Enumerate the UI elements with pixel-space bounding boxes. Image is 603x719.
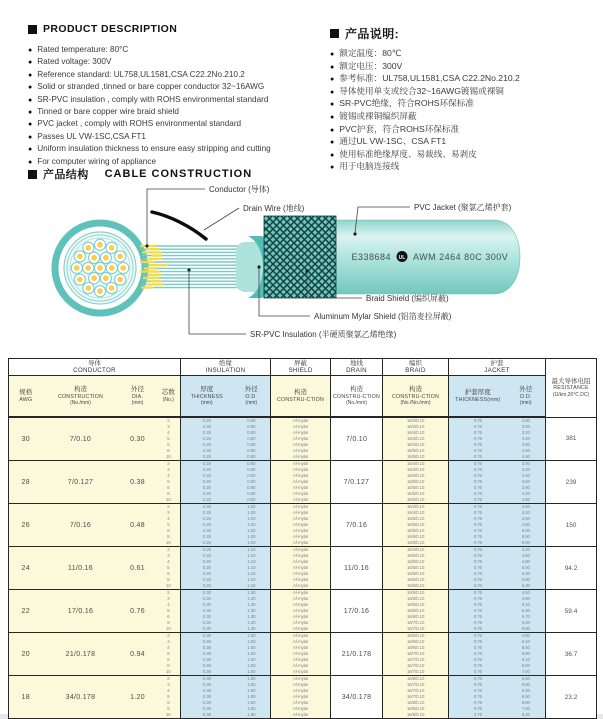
bullet-icon: ● — [28, 47, 33, 54]
cell-jacket-thickness: 0.76 0.76 0.76 0.76 0.76 0.76 0.76 — [449, 417, 507, 461]
list-item: ● Passes UL VW-1SC,CSA FT1 — [28, 131, 271, 143]
cell-ins-thickness: 0.25 0.25 0.25 0.25 0.25 0.25 0.25 — [181, 417, 233, 461]
list-item: ● PVC护套，符合ROHS环保标准 — [330, 124, 520, 137]
list-item: ● Rated temperature: 80°C — [28, 44, 271, 56]
cell-ins-od: 1.50 1.50 1.50 1.50 1.50 1.50 1.50 — [233, 633, 271, 676]
cable-construction-diagram — [0, 180, 603, 356]
label-sr-pvc-insulation: SR-PVC Insulation (半硬质聚氯乙烯绝缘) — [250, 330, 397, 339]
cell-shield: Al-mylar Al-mylar Al-mylar Al-mylar Al-mylar Al-mylar Al-mylar — [271, 590, 331, 633]
list-item: ● Solid or stranded ,tinned or bare copper conductor 32~16AWG — [28, 81, 271, 93]
cell-drain: 7/0.10 — [331, 417, 383, 461]
cell-resistance: 23.2 — [546, 676, 597, 719]
header-resistance: 最大导体电阻 RESISTANCE (Ω/km,20℃,DC) — [546, 359, 597, 418]
header-shield-construction: 构造 CONSTRU-CTION — [271, 376, 331, 418]
cable-construction-title-zh: 产品结构 — [43, 169, 89, 181]
bullet-icon: ● — [28, 158, 33, 166]
label-mylar-shield: Aluminum Mylar Shield (铝箔麦拉屏蔽) — [314, 312, 452, 321]
bullet-icon: ● — [330, 63, 335, 71]
cell-shield: Al-mylar Al-mylar Al-mylar Al-mylar Al-mylar Al-mylar Al-mylar — [271, 504, 331, 547]
cell-resistance: 150 — [546, 504, 597, 547]
header-jacket-thickness: 护套厚度 THICKNESS(mm) — [449, 376, 507, 418]
list-item: ● For computer wiring of appliance — [28, 156, 271, 168]
cell-ins-thickness: 0.25 0.25 0.25 0.25 0.25 0.25 0.25 — [181, 504, 233, 547]
spec-text: AWM 2464 80C 300V — [413, 252, 509, 262]
list-item: ● Tinned or bare copper wire braid shield — [28, 106, 271, 118]
table-row-awg28 — [9, 461, 597, 504]
group-header-row — [9, 359, 597, 376]
header-jacket-od: 外径 O.D. (mm) — [507, 376, 546, 418]
cell-drain: 34/0.178 — [331, 676, 383, 719]
cell-ins-od: 0.90 0.90 0.90 0.90 0.90 0.90 0.90 — [233, 461, 271, 504]
cell-cores: 2 3 4 5 6 8 10 — [157, 461, 181, 504]
table-row-awg30 — [9, 417, 597, 461]
bullet-icon: ● — [330, 76, 335, 84]
table-row-awg24 — [9, 547, 597, 590]
cross-section — [55, 223, 145, 313]
product-description-list — [28, 44, 271, 168]
list-item: ● 使用标准绝缘厚度、易裁线、易剥皮 — [330, 149, 520, 162]
cell-dia: 0.38 — [119, 461, 157, 504]
label-drain-wire: Drain Wire (地线) — [243, 204, 305, 213]
header-ins-od: 外径 O.D. (mm) — [233, 376, 271, 418]
cell-jacket-od: 4.00 4.20 4.50 4.80 5.00 5.50 6.00 — [507, 504, 546, 547]
cell-cores: 2 3 4 5 6 8 10 — [157, 590, 181, 633]
cell-ins-thickness: 0.25 0.25 0.25 0.25 0.25 0.25 0.25 — [181, 461, 233, 504]
jacket-print — [351, 251, 508, 262]
table-row-awg18 — [9, 676, 597, 719]
list-item: ● 额定电压：300V — [330, 61, 520, 74]
bullet-icon: ● — [330, 101, 335, 109]
cell-ins-thickness: 0.25 0.25 0.25 0.25 0.25 0.25 0.25 — [181, 547, 233, 590]
group-shield: 屏蔽 SHIELD — [271, 359, 331, 376]
list-item: ● 通过UL VW-1SC、CSA FT1 — [330, 136, 520, 149]
cell-jacket-od: 4.20 4.50 4.80 5.00 5.30 5.80 6.30 — [507, 547, 546, 590]
list-item: ● Uniform insulation thickness to ensure easy stripping and cutting — [28, 143, 271, 155]
cable-construction-title-en: CABLE CONSTRUCTION — [104, 168, 253, 180]
header-braid-construction: 构造 CONSTRU-CTION (No./No./mm) — [383, 376, 449, 418]
cell-jacket-thickness: 0.76 0.76 0.76 0.76 0.76 0.76 0.76 — [449, 504, 507, 547]
label-conductor: Conductor (导体) — [209, 185, 270, 194]
section-marker-icon — [28, 25, 37, 34]
cell-jacket-thickness: 0.76 0.76 0.76 0.76 0.76 0.76 0.76 — [449, 461, 507, 504]
product-description-zh-title-text: 产品说明: — [345, 27, 399, 41]
list-item: ● PVC jacket , comply with ROHS environmental standard — [28, 118, 271, 130]
cell-construction: 7/0.127 — [43, 461, 119, 504]
table-row-awg22 — [9, 590, 597, 633]
cell-ins-od: 1.00 1.00 1.00 1.00 1.00 1.00 1.00 — [233, 504, 271, 547]
bullet-icon: ● — [28, 133, 33, 141]
bullet-icon: ● — [330, 164, 335, 172]
group-conductor: 导体 CONDUCTOR — [9, 359, 181, 376]
cell-construction: 11/0.16 — [43, 547, 119, 590]
cell-resistance: 36.7 — [546, 633, 597, 676]
cell-ins-thickness: 0.38 0.38 0.38 0.38 0.38 0.38 0.38 — [181, 633, 233, 676]
bullet-icon: ● — [28, 96, 33, 104]
header-ins-thickness: 厚度 THICKNESS (mm) — [181, 376, 233, 418]
cell-jacket-od: 2.80 3.00 3.20 3.40 3.60 4.00 4.40 — [507, 417, 546, 461]
cell-jacket-thickness: 0.76 0.76 0.76 0.76 0.76 0.76 0.76 — [449, 590, 507, 633]
group-braid: 编织 BRAID — [383, 359, 449, 376]
group-insulation: 绝缘 INSULATION — [181, 359, 271, 376]
braid-shield — [264, 216, 336, 298]
ul-logo-text: UL — [398, 254, 406, 261]
list-item: ● Rated voltage: 300V — [28, 56, 271, 68]
cell-ins-thickness: 0.38 0.38 0.38 0.38 0.38 0.38 0.38 — [181, 676, 233, 719]
bullet-icon: ● — [28, 84, 33, 92]
cell-ins-od: 1.10 1.10 1.10 1.10 1.10 1.10 1.10 — [233, 547, 271, 590]
bullet-icon: ● — [28, 71, 33, 79]
cell-jacket-thickness: 0.76 0.76 0.76 0.76 0.76 0.76 0.76 — [449, 547, 507, 590]
cell-drain: 7/0.16 — [331, 504, 383, 547]
cell-cores: 2 3 4 5 6 8 10 — [157, 547, 181, 590]
list-item: ● 额定温度：80℃ — [330, 48, 520, 61]
product-description-zh-list — [330, 48, 520, 174]
list-item: ● SR-PVC绝缘，符合ROHS环保标准 — [330, 98, 520, 111]
header-awg: 规格 AWG — [9, 376, 43, 418]
header-construction: 构造 CONSTRUCTION (No./mm) — [43, 376, 119, 418]
cell-dia: 0.76 — [119, 590, 157, 633]
label-pvc-jacket: PVC Jacket (聚氯乙烯护套) — [414, 203, 512, 212]
cell-braid: 16/6/0.10 16/6/0.10 16/6/0.10 16/7/0.10 16/7/0.10 16/7/0.10 16/7/0.10 — [383, 633, 449, 676]
header-drain-construction: 构造 CONSTRU-CTION (No./mm) — [331, 376, 383, 418]
list-item: ● Reference standard: UL758,UL1581,CSA C22.2No.210.2 — [28, 69, 271, 81]
list-item: ● SR-PVC insulation , comply with ROHS environmental standard — [28, 94, 271, 106]
cell-shield: Al-mylar Al-mylar Al-mylar Al-mylar Al-mylar Al-mylar Al-mylar — [271, 676, 331, 719]
cell-construction: 34/0.178 — [43, 676, 119, 719]
cell-braid: 16/4/0.10 16/5/0.10 16/5/0.10 16/5/0.10 16/6/0.10 16/6/0.10 16/6/0.10 — [383, 547, 449, 590]
group-jacket: 护套 JACKET — [449, 359, 546, 376]
cell-awg: 20 — [9, 633, 43, 676]
cell-construction: 21/0.178 — [43, 633, 119, 676]
cell-awg: 22 — [9, 590, 43, 633]
cell-awg: 30 — [9, 417, 43, 461]
list-item: ● 用于电脑连接线 — [330, 161, 520, 174]
cell-awg: 24 — [9, 547, 43, 590]
cell-drain: 21/0.178 — [331, 633, 383, 676]
cell-braid: 16/3/0.10 16/3/0.10 16/4/0.10 16/4/0.10 16/4/0.10 16/5/0.10 16/5/0.10 — [383, 417, 449, 461]
cell-cores: 2 3 4 5 6 8 10 — [157, 633, 181, 676]
header-cores: 芯数 (No.) — [157, 376, 181, 418]
bullet-icon: ● — [330, 51, 335, 58]
bullet-icon: ● — [28, 109, 33, 117]
product-description-title-text: PRODUCT DESCRIPTION — [43, 23, 178, 35]
list-item: ● 导体使用单支或绞合32~16AWG镀锡或裸铜 — [330, 86, 520, 99]
cell-construction: 17/0.16 — [43, 590, 119, 633]
cert-number: E338684 — [351, 252, 391, 262]
cell-awg: 26 — [9, 504, 43, 547]
cell-dia: 0.61 — [119, 547, 157, 590]
cell-awg: 18 — [9, 676, 43, 719]
cell-resistance: 94.2 — [546, 547, 597, 590]
cell-resistance: 239 — [546, 461, 597, 504]
cell-dia: 0.30 — [119, 417, 157, 461]
cell-ins-od: 0.80 0.80 0.80 0.80 0.80 0.80 0.80 — [233, 417, 271, 461]
header-dia: 外径 DIA. (mm) — [119, 376, 157, 418]
cell-braid: 16/5/0.10 16/5/0.10 16/6/0.10 16/6/0.10 16/6/0.10 16/7/0.10 16/7/0.10 — [383, 590, 449, 633]
section-marker-icon — [28, 170, 37, 179]
table-row-awg26 — [9, 504, 597, 547]
cell-jacket-od: 4.50 4.80 5.10 5.40 5.70 6.20 6.80 — [507, 590, 546, 633]
cell-shield: Al-mylar Al-mylar Al-mylar Al-mylar Al-mylar Al-mylar Al-mylar — [271, 461, 331, 504]
cell-dia: 0.48 — [119, 504, 157, 547]
bullet-icon: ● — [330, 113, 335, 121]
cell-drain: 7/0.127 — [331, 461, 383, 504]
spec-table — [8, 358, 597, 719]
bullet-icon: ● — [28, 121, 33, 129]
cell-drain: 11/0.16 — [331, 547, 383, 590]
cell-awg: 28 — [9, 461, 43, 504]
cell-resistance: 59.4 — [546, 590, 597, 633]
cell-braid: 16/6/0.10 16/7/0.10 16/7/0.10 16/7/0.10 16/8/0.10 16/8/0.10 16/8/0.10 — [383, 676, 449, 719]
drain-wire — [152, 212, 206, 239]
cell-ins-od: 1.80 1.80 1.80 1.80 1.80 1.80 1.80 — [233, 676, 271, 719]
cell-dia: 1.20 — [119, 676, 157, 719]
cell-shield: Al-mylar Al-mylar Al-mylar Al-mylar Al-mylar Al-mylar Al-mylar — [271, 633, 331, 676]
label-braid-shield: Braid Shield (编织屏蔽) — [366, 294, 449, 303]
list-item: ● 镀锡或裸铜编织屏蔽 — [330, 111, 520, 124]
cell-ins-od: 1.30 1.30 1.30 1.30 1.30 1.30 1.30 — [233, 590, 271, 633]
cell-jacket-thickness: 0.76 0.76 0.76 0.76 0.76 0.76 0.76 — [449, 676, 507, 719]
cell-ins-thickness: 0.30 0.30 0.30 0.30 0.30 0.30 0.30 — [181, 590, 233, 633]
cell-jacket-od: 5.50 5.80 6.20 6.50 6.90 7.50 8.20 — [507, 676, 546, 719]
cell-cores: 2 3 4 5 6 8 10 — [157, 417, 181, 461]
cell-braid: 16/4/0.10 16/4/0.10 16/4/0.10 16/5/0.10 16/5/0.10 16/5/0.10 16/6/0.10 — [383, 461, 449, 504]
bullet-icon: ● — [330, 151, 335, 159]
product-description-title — [28, 23, 177, 35]
bullet-icon: ● — [330, 139, 335, 147]
cell-shield: Al-mylar Al-mylar Al-mylar Al-mylar Al-mylar Al-mylar Al-mylar — [271, 417, 331, 461]
section-marker-icon — [330, 29, 339, 38]
cell-cores: 2 3 4 5 6 8 10 — [157, 676, 181, 719]
bullet-icon: ● — [330, 126, 335, 134]
table-row-awg20 — [9, 633, 597, 676]
cell-jacket-thickness: 0.76 0.76 0.76 0.76 0.76 0.76 0.76 — [449, 633, 507, 676]
bullet-icon: ● — [330, 88, 335, 96]
list-item: ● 参考标准：UL758,UL1581,CSA C22.2No.210.2 — [330, 73, 520, 86]
cell-construction: 7/0.16 — [43, 504, 119, 547]
cell-drain: 17/0.16 — [331, 590, 383, 633]
cell-jacket-od: 3.00 3.20 3.40 3.60 3.80 4.20 4.60 — [507, 461, 546, 504]
cell-cores: 2 3 4 5 6 8 10 — [157, 504, 181, 547]
product-description-zh-title — [330, 25, 399, 42]
cell-dia: 0.94 — [119, 633, 157, 676]
cell-jacket-od: 4.80 5.10 5.50 5.80 6.10 6.60 7.00 — [507, 633, 546, 676]
group-drain: 地线 DRAIN — [331, 359, 383, 376]
sub-header-row — [9, 376, 597, 418]
cell-braid: 16/4/0.10 16/4/0.10 16/5/0.10 16/5/0.10 16/5/0.10 16/6/0.10 16/6/0.10 — [383, 504, 449, 547]
cell-construction: 7/0.10 — [43, 417, 119, 461]
cell-shield: Al-mylar Al-mylar Al-mylar Al-mylar Al-mylar Al-mylar Al-mylar — [271, 547, 331, 590]
bullet-icon: ● — [28, 146, 33, 154]
bullet-icon: ● — [28, 59, 33, 67]
cell-resistance: 381 — [546, 417, 597, 461]
